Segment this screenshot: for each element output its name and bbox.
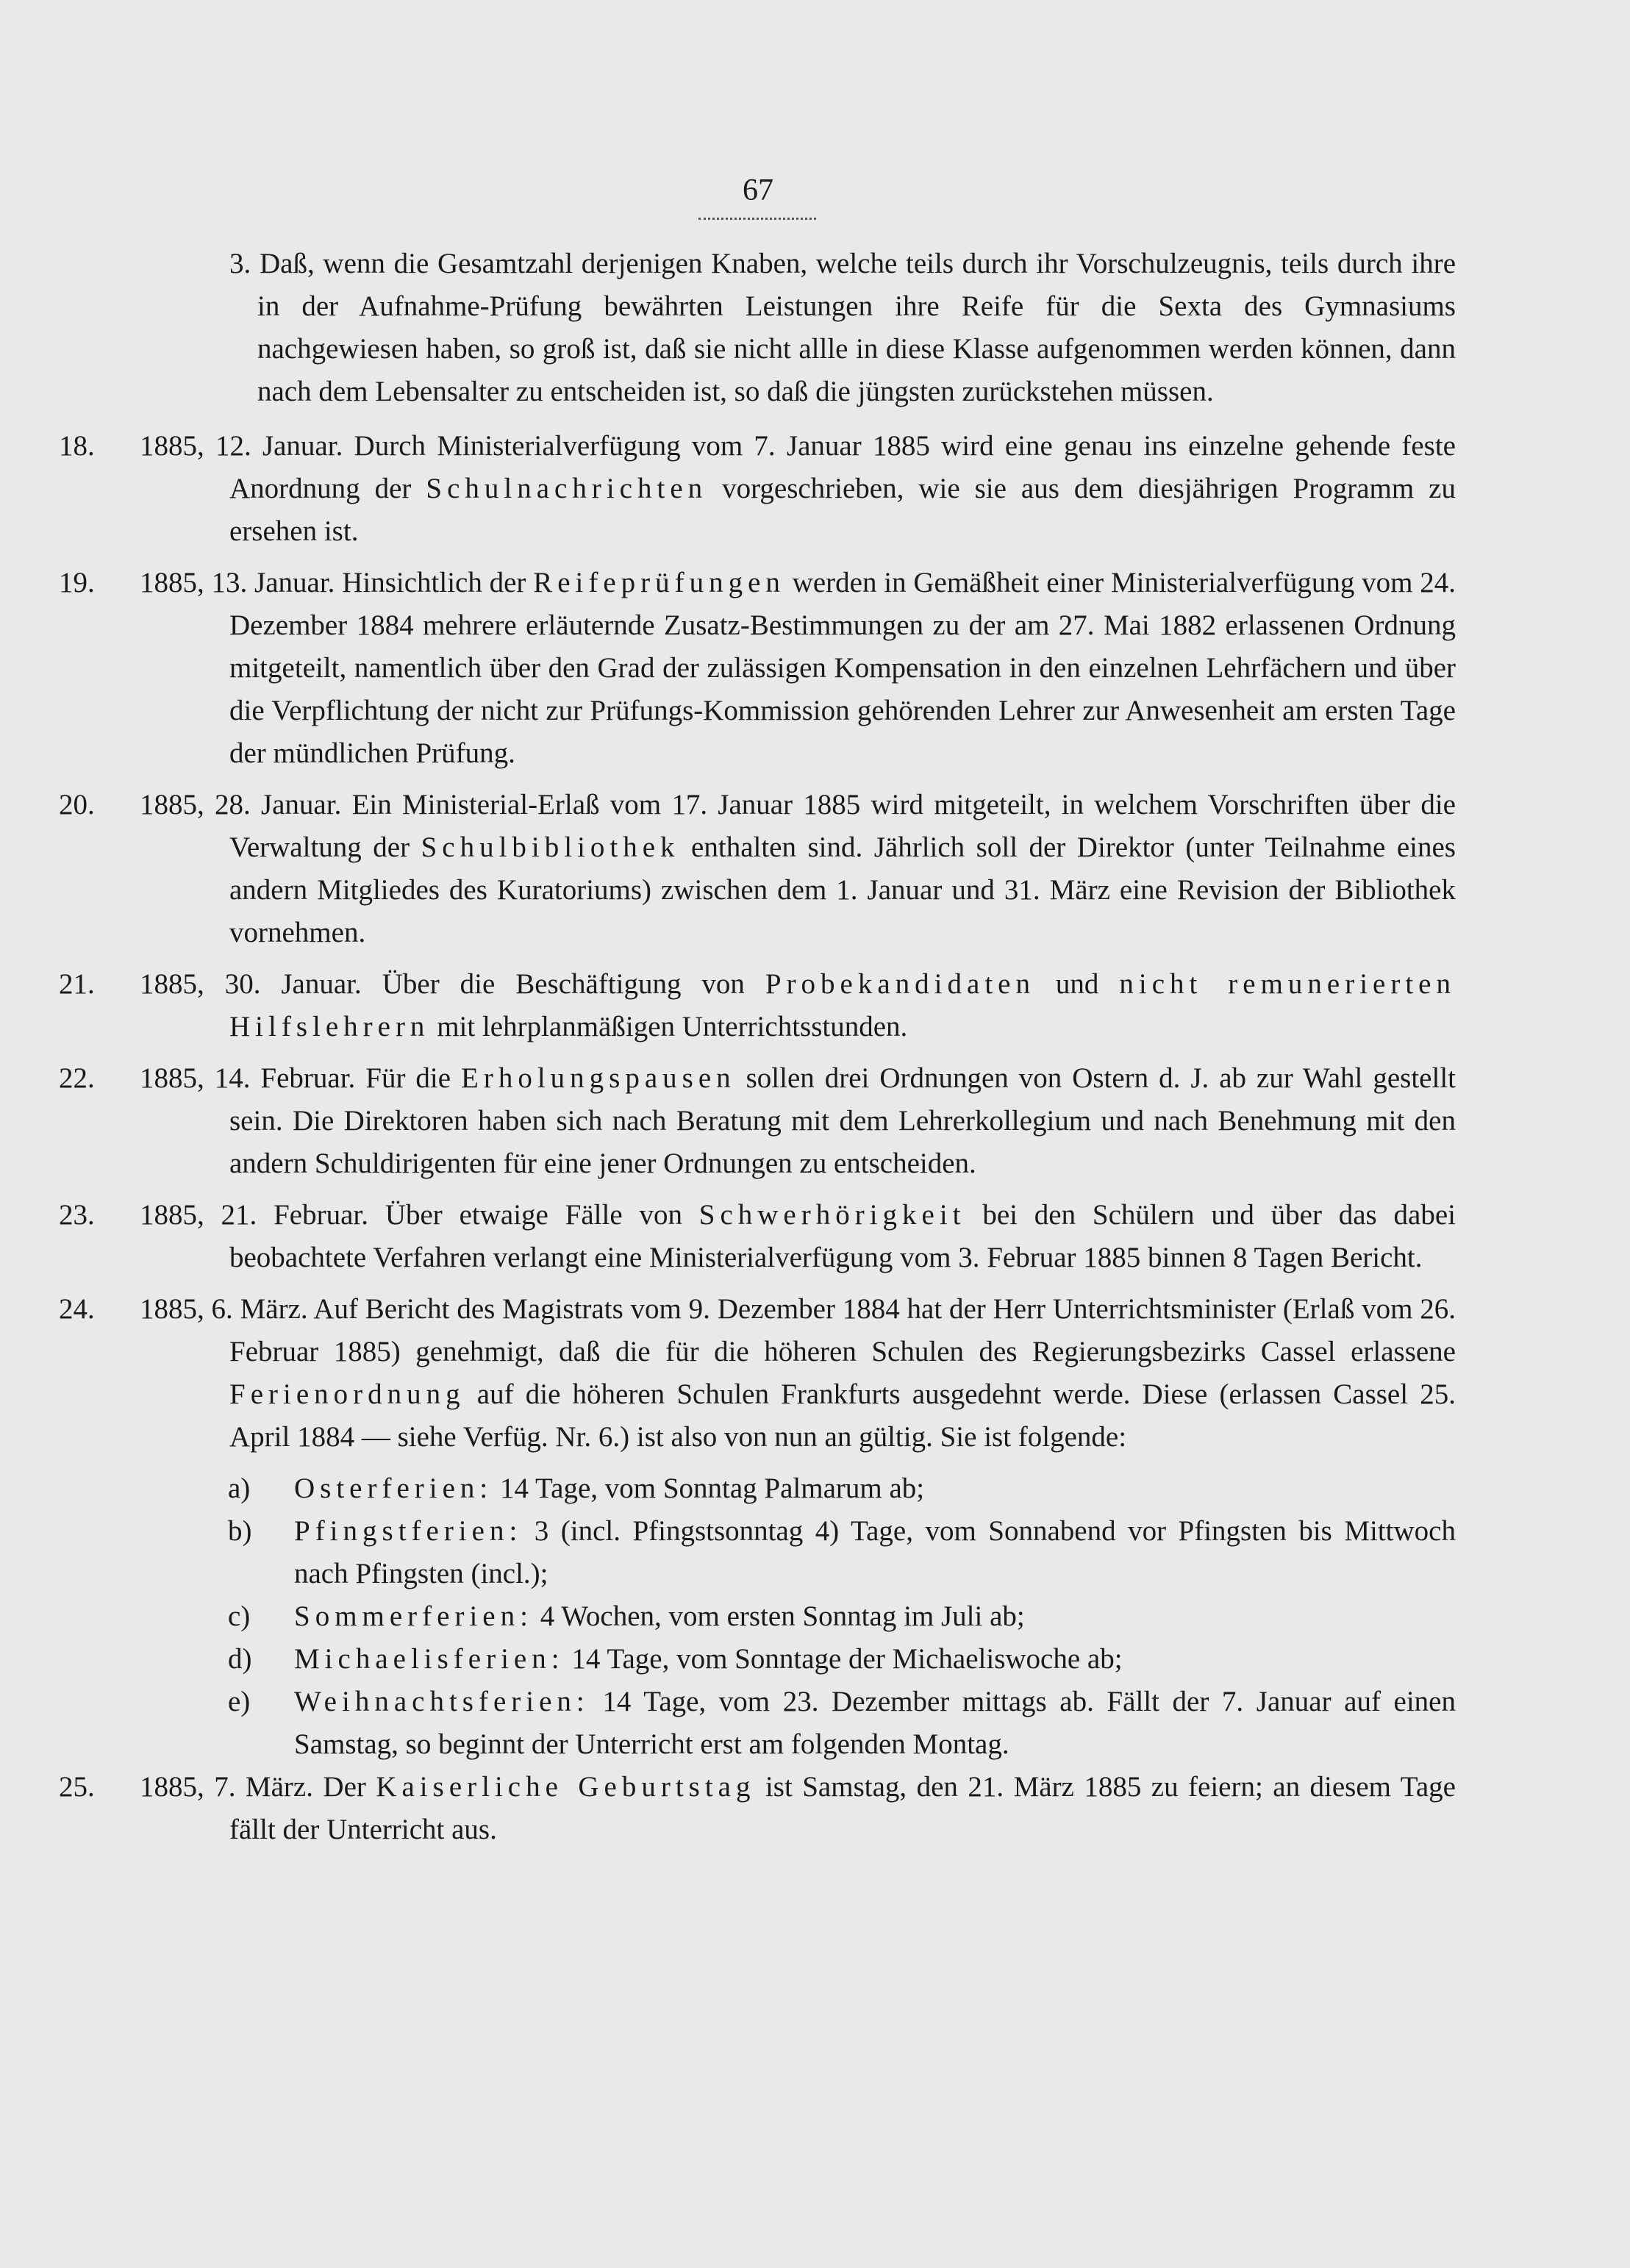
entry-text: mit lehrplanmäßigen Unterrichtsstunden. (429, 1011, 908, 1042)
entry-text: Durch Ministerialverfügung vom 7. Januar 1885 wird eine genau ins einzelne gehende feste Anordnung der (229, 430, 1456, 504)
entry-text: auf die höheren Schulen Frankfurts ausgedehnt werde. Diese (erlassen Cassel 25. April 1884 — siehe Verfüg. Nr. 6.) ist also von nun an gültig. Sie ist folgende: (229, 1378, 1456, 1453)
spaced-term: Schulnachrichten (426, 473, 708, 504)
subitem-name: Weihnachtsferien: (294, 1686, 590, 1717)
entry-date: 1885, 12. Januar. (140, 430, 354, 462)
entry-text: enthalten sind. Jährlich soll der Direktor (unter Teilnahme eines andern Mitgliedes des Kuratoriums) zwischen dem 1. Januar und 31. März eine Revision der Bibliothek vornehmen. (229, 831, 1456, 948)
entry-date: 1885, 13. Januar. (140, 567, 343, 598)
entry-text: vorgeschrieben, wie sie aus dem diesjährigen Programm zu ersehen ist. (229, 473, 1456, 547)
spaced-term: Kaiserliche Geburtstag (376, 1771, 756, 1803)
subitem-text: 14 Tage, vom Sonntag Palmarum ab; (493, 1473, 925, 1504)
spaced-term: nicht remunerierten Hilfslehrern (229, 968, 1456, 1042)
entry-text: Über die Beschäftigung von (382, 968, 765, 1000)
entry (59, 562, 1456, 775)
ferien-subitem (59, 1467, 1456, 1510)
entry-number: 20. (59, 789, 95, 820)
subitem-text: 14 Tage, vom Sonntage der Michaeliswoche ab; (564, 1643, 1123, 1675)
subitem-name: Sommerferien: (294, 1600, 533, 1632)
entry-number: 18. (59, 430, 95, 462)
item-3 (59, 243, 1456, 413)
subitem-name: Osterferien: (294, 1473, 493, 1504)
subitem-name: Michaelisferien: (294, 1643, 565, 1675)
entry-text: Hinsichtlich der (342, 567, 534, 598)
entry-text: Auf Bericht des Magistrats vom 9. Dezember 1884 hat der Herr Unterrichtsminister (Erlaß vom 26. Februar 1885) genehmigt, daß die für die höheren Schulen des Regierungsbezirks Cassel erlassene (229, 1293, 1456, 1367)
entry (59, 425, 1456, 553)
entry-number: 25. (59, 1771, 95, 1803)
subitem-text: 4 Wochen, vom ersten Sonntag im Juli ab; (532, 1600, 1025, 1632)
subitem-text: 3 (incl. Pfingstsonntag 4) Tage, vom Sonnabend vor Pfingsten bis Mittwoch nach Pfingsten (incl.); (294, 1515, 1456, 1589)
ferien-subitem (59, 1681, 1456, 1766)
entry-text: Für die (365, 1062, 462, 1094)
entry (59, 1057, 1456, 1185)
subitem-name: Pfingstferien: (294, 1515, 523, 1547)
spaced-term: Probekandidaten (765, 968, 1035, 1000)
spaced-term: Erholungspausen (461, 1062, 736, 1094)
entry-number: 24. (59, 1293, 95, 1325)
entry-text: sollen drei Ordnungen von Ostern d. J. ab zur Wahl gestellt sein. Die Direktoren haben sich nach Beratung mit dem Lehrerkollegium und nach Benehmung mit den andern Schuldirigenten für eine jener Ordnungen zu entscheiden. (229, 1062, 1456, 1179)
entries-list (59, 425, 1456, 1851)
entry (59, 1288, 1456, 1459)
entry-number: 21. (59, 968, 95, 1000)
entry (59, 1766, 1456, 1851)
page-number: 67 (743, 174, 773, 207)
entry-text: Ein Ministerial-Erlaß vom 17. Januar 1885 wird mitgeteilt, in welchem Vorschriften über die Verwaltung der (229, 789, 1456, 863)
entry-date: 1885, 6. März. (140, 1293, 314, 1325)
spaced-term: Schwerhörigkeit (698, 1199, 966, 1231)
subitem-label: e) (228, 1686, 251, 1717)
item-3-number: 3. (229, 248, 251, 279)
subitem-label: c) (228, 1600, 251, 1632)
subitem-label: a) (228, 1473, 251, 1504)
page-number-ornament (698, 212, 816, 220)
subitem-label: b) (228, 1515, 252, 1547)
entry-number: 19. (59, 567, 95, 598)
subitem-label: d) (228, 1643, 252, 1675)
subitem-text: 14 Tage, vom 23. Dezember mittags ab. Fällt der 7. Januar auf einen Samstag, so beginnt der Unterricht erst am folgenden Montag. (294, 1686, 1456, 1760)
item-3-text: Daß, wenn die Gesamtzahl derjenigen Knaben, welche teils durch ihr Vorschulzeugnis, teils durch ihre in der Aufnahme-Prüfung bewährten Leistungen ihre Reife für die Sexta des Gymnasiums nachgewiesen haben, so groß ist, daß sie nicht allle in diese Klasse aufgenommen werden können, dann nach dem Lebensalter zu entscheiden ist, so daß die jüngsten zurückstehen müssen. (257, 248, 1456, 407)
ferien-subitem (59, 1510, 1456, 1595)
spaced-term: Schulbibliothek (421, 831, 680, 863)
entry-date: 1885, 21. Februar. (140, 1199, 385, 1231)
entry-number: 23. (59, 1199, 95, 1231)
page-body (59, 243, 1456, 1860)
entry-text: Über etwaige Fälle von (385, 1199, 699, 1231)
spaced-term: Reifeprüfungen (533, 567, 785, 598)
ferien-subitem (59, 1638, 1456, 1681)
entry-date: 1885, 14. Februar. (140, 1062, 366, 1094)
spaced-term: Ferienordnung (229, 1378, 465, 1410)
entry-date: 1885, 7. März. (140, 1771, 324, 1803)
entry-date: 1885, 30. Januar. (140, 968, 382, 1000)
entry-number: 22. (59, 1062, 95, 1094)
entry-text: werden in Gemäßheit einer Ministerialverfügung vom 24. Dezember 1884 mehrere erläuternde Zusatz-Bestimmungen zu der am 27. Mai 1882 erlassenen Ordnung mitgeteilt, namentlich über den Grad der zulässigen Kompensation in den einzelnen Lehrfächern und über die Verpflichtung der nicht zur Prüfungs-Kommission gehörenden Lehrer zur Anwesenheit am ersten Tage der mündlichen Prüfung. (229, 567, 1456, 769)
entry (59, 1194, 1456, 1279)
entry-text: bei den Schülern und über das dabei beobachtete Verfahren verlangt eine Ministerialverfügung vom 3. Februar 1885 binnen 8 Tagen Bericht. (229, 1199, 1456, 1273)
entry-text: ist Samstag, den 21. März 1885 zu feiern; an diesem Tage fällt der Unterricht aus. (229, 1771, 1456, 1845)
entry (59, 963, 1456, 1048)
entry (59, 784, 1456, 954)
ferien-subitem (59, 1595, 1456, 1638)
entry-date: 1885, 28. Januar. (140, 789, 352, 820)
entry-text: Der (323, 1771, 376, 1803)
entry-text: und (1034, 968, 1120, 1000)
